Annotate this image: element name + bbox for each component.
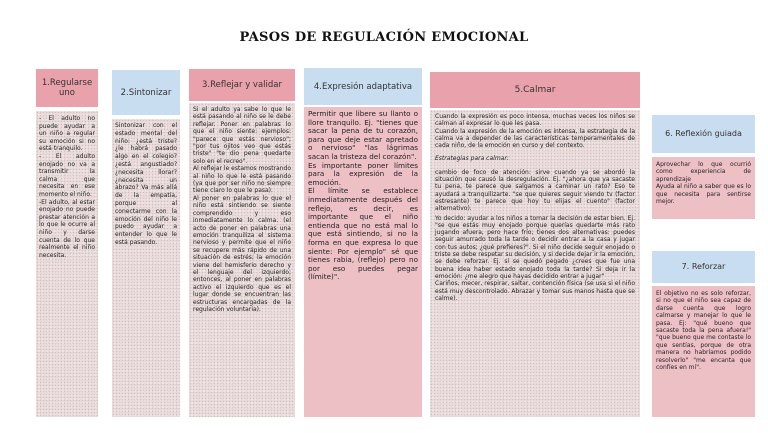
step-5-paragraph: Cuando la expresión es poco intensa, muchas veces los niños se calman al expresar lo que les pasa. xyxy=(435,113,635,128)
step-2-header xyxy=(112,70,180,115)
step-2-paragraph: Sintonizar con el estado mental del niño: ¿está triste? ¿le habrá pasado algo en el colegio? ¿está angustiado? ¿necesita llorar? ¿necesita un abrazo? Va más allá de la empatía, porque al conectarme con la emoción del niño le puedo ayudar a entender lo que le está pasando. xyxy=(115,122,177,246)
step-4-paragraph: Permitir que libere su llanto o llore tranquilo. Ej. "tienes que sacar la pena de tu corazón, para que deje estar apretado o nervioso" "las lágrimas sacan la tristeza del corazón". xyxy=(308,109,418,161)
step-4-paragraph: Es importante poner límites para la expresión de la emoción. xyxy=(308,160,418,187)
step-7-body xyxy=(652,286,755,417)
step-1-paragraph: - El adulto enojado no va a transmitir la calma que necesita en ese momento el niño. xyxy=(39,152,95,198)
step-5-header xyxy=(430,72,640,108)
step-3-header xyxy=(189,69,295,101)
step-7-paragraph: El objetivo no es solo reforzar, si no que el niño sea capaz de darse cuenta que logro calmarse y manejar lo que le pasa. Ej: "qué bueno que sacaste toda la pena afuera!" "que bueno que me contaste lo que sentías, porque de otra manera no habríamos podido resolverlo" "me encanta que confíes en mí". xyxy=(656,290,751,372)
step-1-heading: 1.Regularse uno xyxy=(41,78,93,98)
step-4-body xyxy=(304,107,422,417)
step-6-body xyxy=(652,157,755,219)
step-3-heading: 3.Reflejar y validar xyxy=(201,80,282,90)
step-5-paragraph: Yo decido: ayudar a los niños a tomar la decisión de estar bien. Ej. "se que estás muy enojado porque querías quedarte más rato jugando afuera, pero hace frío; tienes dos alternativas: puedes seguir amurrado toda la tarde o decidir entrar a la casa y jugar con tus autos; ¿qué prefieres?". Si el niño decide seguir enojado o triste se debe respetar su decisión, y si decide dejar ir la emoción, se debe reforzar. Ej. sí se quedó pegado ¿crees que fue una buena idea haber estado enojado toda la tarde? Si deja ir la emoción: ¿me alegro que hayas decidido entrar a jugar" xyxy=(435,214,635,280)
step-4-header xyxy=(304,68,422,105)
step-5-paragraph: cambio de foco de atención: sirve cuando ya se abordó la situación que causó la desregulación. Ej. "¿ahora que ya sacaste tu pena, te parece que salgamos a caminar un rato? Eso te ayudará a tranquilizarte. "se que quieres seguir viendo tv (factor estresante) te parece que hoy tu elijas el cuento" (factor alternativo). xyxy=(435,168,635,213)
step-5-heading: 5.Calmar xyxy=(514,85,556,95)
step-2-heading: 2.Sintonizar xyxy=(120,87,172,98)
step-5-subheading: Estrategias para calmar: xyxy=(435,155,509,163)
step-6-paragraph: Aprovechar lo que ocurrió como experiencia de aprendizaje xyxy=(656,161,751,183)
step-1-header xyxy=(36,69,98,107)
step-6-header xyxy=(652,115,755,153)
step-3-body xyxy=(189,103,295,417)
step-3-paragraph: Al poner en palabras lo que el niño está sintiendo se siente comprendido y eso inmediatamente lo calma. (el acto de poner en palabras una emoción tranquiliza el sistema nervioso y permite que el niño se recupere más rápido de una situación de estrés; la emoción viene del hemisferio derecho y el lenguaje del izquierdo; entonces, al poner en palabras activo el izquierdo que es el lugar donde se encuentran las estructuras encargadas de la regulación voluntaria). xyxy=(193,194,291,313)
step-5-body xyxy=(430,110,640,417)
step-2-body xyxy=(112,119,180,417)
step-4-paragraph: El límite se establece inmediatamente después del reflejo, es decir, es importante que el niño entienda que no está mal lo que está sintiendo, si no la forma en que expresa lo que siente: Por ejemplo" sé que tienes rabia, (reflejo) pero no por eso puedes pegar (límite)". xyxy=(308,186,418,282)
page-title: PASOS DE REGULACIÓN EMOCIONAL xyxy=(239,30,529,45)
step-7-heading: 7. Reforzar xyxy=(681,262,726,271)
step-6-paragraph: Ayuda al niño a saber que es lo que necesita para sentirse mejor. xyxy=(656,183,751,206)
step-4-heading: 4.Expresión adaptativa xyxy=(313,81,413,92)
step-7-header xyxy=(652,251,755,283)
step-1-body xyxy=(36,111,98,417)
step-5-paragraph: Cuando la expresión de la emoción es intensa, la estrategia de la calma va a depender de las características temperamentales de cada niño, de la emoción en curso y del contexto. xyxy=(435,127,635,150)
step-1-paragraph: -El adulto, al estar enojado no puede prestar atención a lo que le ocurre al niño y darse cuenta de lo que realmente el niño necesita. xyxy=(39,198,95,259)
step-3-paragraph: Si el adulto ya sabe lo que le está pasando al niño se le debe reflejar. Poner en palabras lo que el niño siente: ejemplos: "parece que estás nervioso"; "por tus ojitos veo que estás triste" "te dio pena quedarte solo en el recreo". xyxy=(193,106,291,165)
step-3-paragraph: Al reflejar le estamos mostrando al niño lo que le está pasando (ya que por ser niño no siempre tiene claro lo que le pasa). xyxy=(193,165,291,195)
step-6-heading: 6. Reflexión guiada xyxy=(665,129,742,138)
step-5-paragraph: Cariños, mecer, respirar, saltar, contención física (se usa si el niño está muy descontrolado. Abrazar y tomar sus manos hasta que se calme). xyxy=(435,280,635,302)
step-1-paragraph: - El adulto no puede ayudar a un niño a regular su emoción si no está tranquilo. xyxy=(39,115,95,153)
